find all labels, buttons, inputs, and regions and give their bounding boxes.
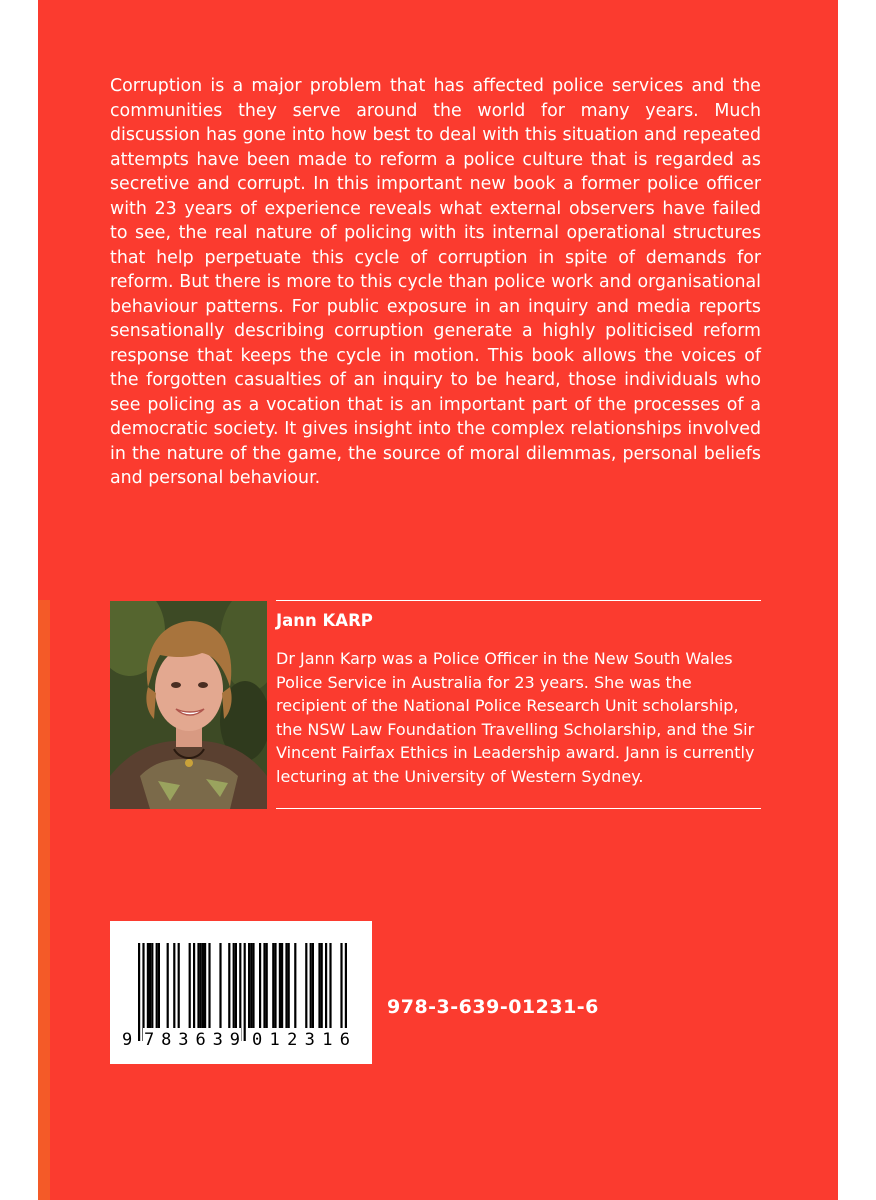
barcode-bar (263, 943, 265, 1028)
barcode-bar (235, 943, 237, 1028)
barcode-bar (233, 943, 235, 1028)
barcode-bar (158, 943, 160, 1028)
barcode-bar (149, 943, 151, 1028)
barcode-graphic (110, 921, 372, 1064)
barcode-bar (250, 943, 252, 1028)
barcode-bar (281, 943, 283, 1028)
barcode-bar (151, 943, 153, 1028)
author-divider-top (276, 600, 761, 601)
barcode-bar (248, 943, 250, 1028)
barcode-bar (142, 943, 144, 1041)
isbn-number: 978-3-639-01231-6 (387, 996, 599, 1018)
barcode-bar (173, 943, 175, 1028)
spine-stripe (38, 600, 50, 1200)
barcode-bar (178, 943, 180, 1028)
barcode-digits-left: 783639 (144, 1030, 240, 1050)
author-bio: Dr Jann Karp was a Police Officer in the New South Wales Police Service in Australia for 23 years. She was the recipient of the National Police Research Unit scholarship, the NSW Law Foundation Travelling Scholarship, and the Sir Vincent Fairfax Ethics in Leadership award. Jann is currently lecturing at the University of Western Sydney. (276, 649, 755, 786)
barcode-bar (310, 943, 312, 1028)
barcode-bar (156, 943, 158, 1028)
barcode-bar (193, 943, 195, 1028)
barcode-bar (340, 943, 342, 1041)
barcode-bar (274, 943, 276, 1028)
barcode-bar (321, 943, 323, 1028)
barcode-bar (147, 943, 149, 1028)
barcode-bar (228, 943, 230, 1028)
barcode-bar (312, 943, 314, 1028)
barcode-bar (345, 943, 347, 1041)
barcode-bar (294, 943, 296, 1028)
author-photo (110, 601, 267, 809)
barcode-digit-prefix: 9 (122, 1030, 133, 1050)
barcode-bar (272, 943, 274, 1028)
barcode-bar (325, 943, 327, 1028)
author-divider-bottom (276, 808, 761, 809)
barcode-bar (138, 943, 140, 1041)
barcode-bar (266, 943, 268, 1028)
barcode-bar (279, 943, 281, 1028)
barcode-bar (197, 943, 199, 1028)
barcode-bar (208, 943, 210, 1028)
barcode-bar (244, 943, 246, 1041)
barcode-bar (202, 943, 204, 1028)
barcode-bar (219, 943, 221, 1028)
barcode-bar (329, 943, 331, 1028)
author-name: Jann KARP (276, 611, 373, 630)
barcode-bar (285, 943, 287, 1028)
barcode-bar (239, 943, 241, 1041)
barcode-bar (318, 943, 320, 1028)
isbn-barcode (110, 921, 372, 1064)
barcode-bar (167, 943, 169, 1028)
barcode-bar (288, 943, 290, 1028)
barcode-bar (200, 943, 202, 1028)
barcode-bar (252, 943, 254, 1028)
barcode-digits-right: 012316 (252, 1030, 350, 1050)
blurb-text: Corruption is a major problem that has affected police services and the communities they serve around the world for many years. Much discussion has gone into how best to deal with this situation and repeated attempts have been made to reform a police culture that is regarded as secretive and corrupt. In this important new book a former police officer with 23 years of experience reveals what external observers have failed to see, the real nature of policing with its internal operational structures that help perpetuate this cycle of corruption in spite of demands for reform. But there is more to this cycle than police work and organisational behaviour patterns. For public exposure in an inquiry and media reports sensationally describing corruption generate a highly politicised reform response that keeps the cycle in motion. This book allows the voices of the forgotten casualties of an inquiry to be heard, those individuals who see policing as a vocation that is an important part of the processes of a democratic society. It gives insight into the complex relationships involved in the nature of the game, the source of moral dilemmas, personal beliefs and personal behaviour. (110, 76, 761, 488)
barcode-bar (204, 943, 206, 1028)
barcode-bar (189, 943, 191, 1028)
barcode-bar (259, 943, 261, 1028)
barcode-bar (305, 943, 307, 1028)
author-portrait (110, 601, 267, 809)
